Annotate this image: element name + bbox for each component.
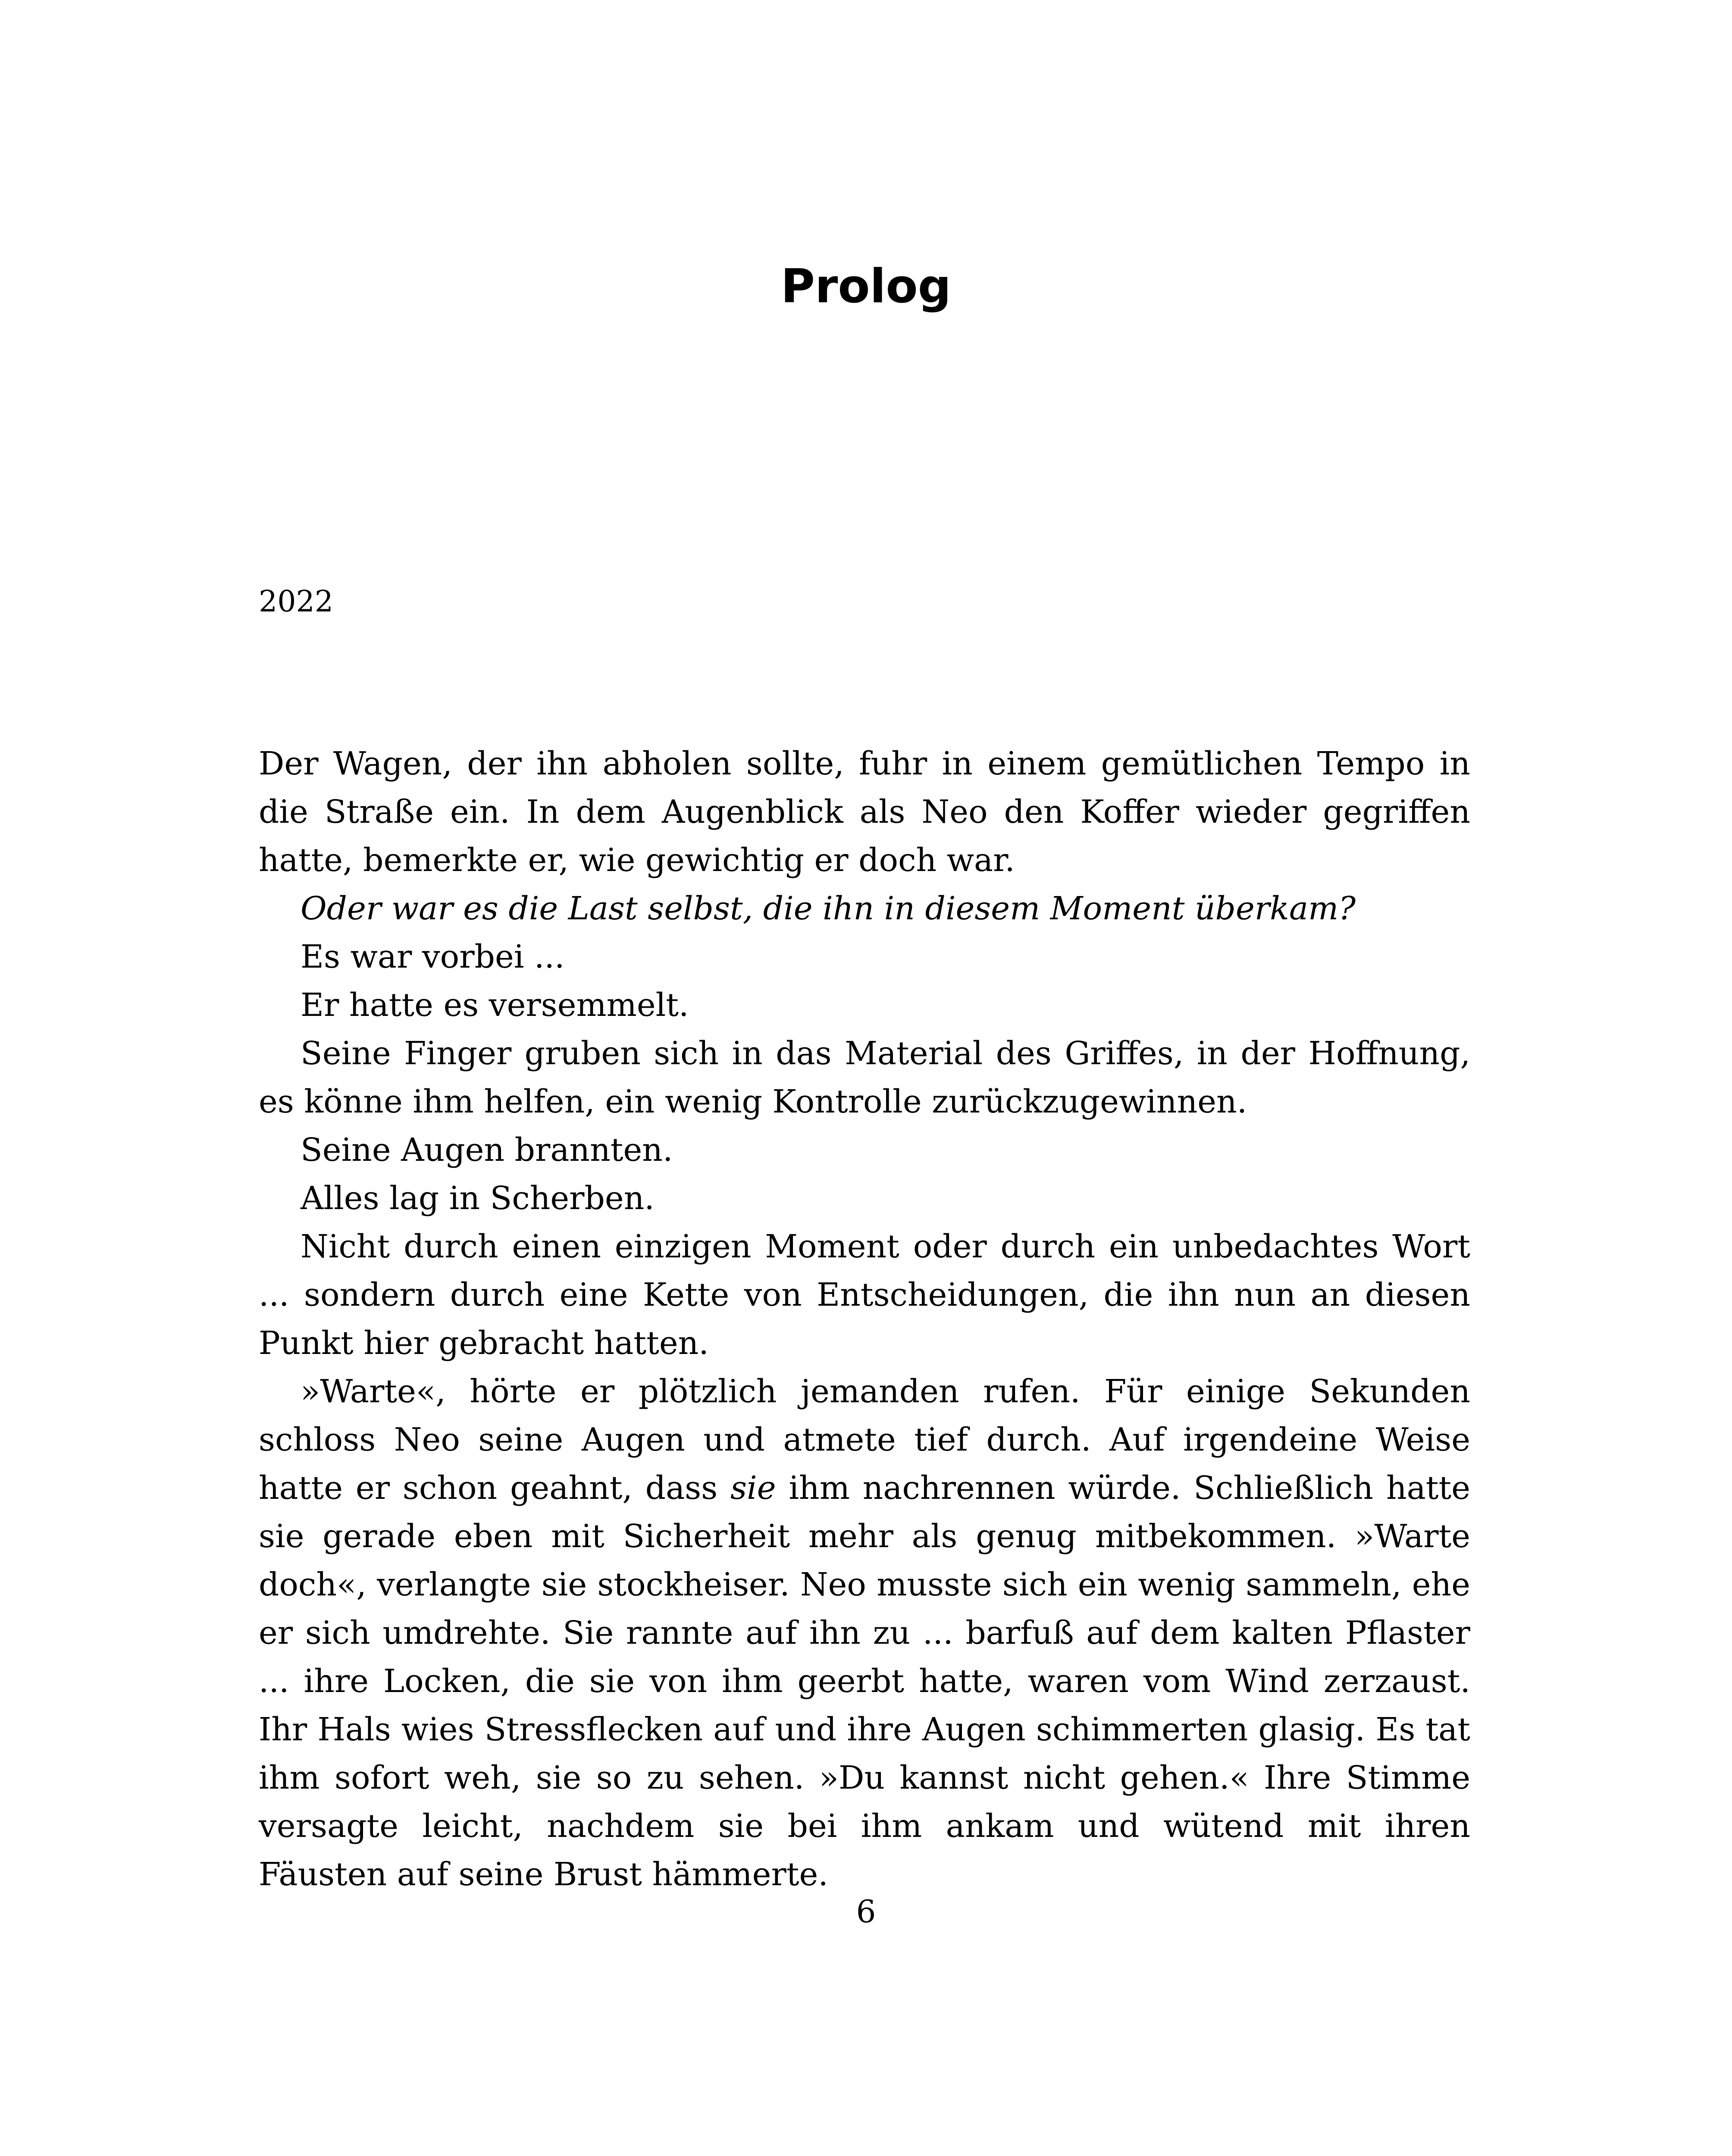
paragraph-7: Alles lag in Scherben.	[301, 1180, 655, 1217]
chapter-title: Prolog	[780, 260, 952, 313]
page-number: 6	[856, 1893, 876, 1930]
paragraph-9-emphasis: sie	[730, 1470, 776, 1507]
chapter-body	[259, 740, 1470, 1899]
paragraph-8: Nicht durch einen einzigen Moment oder durch ein unbedachtes Wort ... sondern durch eine Kette von Entscheidungen, die ihn nun an diesen Punkt hier gebracht hatten.	[259, 1228, 1470, 1362]
paragraph-2-italic-thought: Oder war es die Last selbst, die ihn in diesem Moment überkam?	[301, 890, 1356, 927]
paragraph-5: Seine Finger gruben sich in das Material des Griffes, in der Hoffnung, es könne ihm helfen, ein wenig Kontrolle zurückzugewinnen.	[259, 1035, 1470, 1120]
paragraph-3: Es war vorbei ...	[301, 938, 565, 975]
paragraph-1: Der Wagen, der ihn abholen sollte, fuhr in einem gemütlichen Tempo in die Straße ein. In dem Augenblick als Neo den Koffer wieder gegriffen hatte, bemerkte er, wie gewichtig er doch war.	[259, 745, 1470, 879]
paragraph-6: Seine Augen brannten.	[301, 1131, 673, 1169]
paragraph-4: Er hatte es versemmelt.	[301, 987, 689, 1024]
paragraph-9-part-1: »Warte«, hörte er plötzlich jemanden rufen. Für einige Sekunden schloss Neo seine Augen und atmete tief durch. Auf irgendeine Weise hatte er schon geahnt, dass	[259, 1373, 1470, 1507]
paragraph-9-part-2: ihm nachrennen würde. Schließlich hatte sie gerade eben mit Sicherheit mehr als genug mitbekommen. »Warte doch«, verlangte sie stockheiser. Neo musste sich ein wenig sammeln, ehe er sich umdrehte. Sie rannte auf ihn zu ... barfuß auf dem kalten Pflaster ... ihre Locken, die sie von ihm geerbt hatte, waren vom Wind zerzaust. Ihr Hals wies Stressflecken auf und ihre Augen schimmerten glasig. Es tat ihm sofort weh, sie so zu sehen. »Du kannst nicht gehen.« Ihre Stimme versagte leicht, nachdem sie bei ihm ankam und wütend mit ihren Fäusten auf seine Brust hämmerte.	[259, 1470, 1470, 1893]
paragraph-9	[259, 1367, 1470, 1899]
chapter-year: 2022	[259, 585, 334, 619]
